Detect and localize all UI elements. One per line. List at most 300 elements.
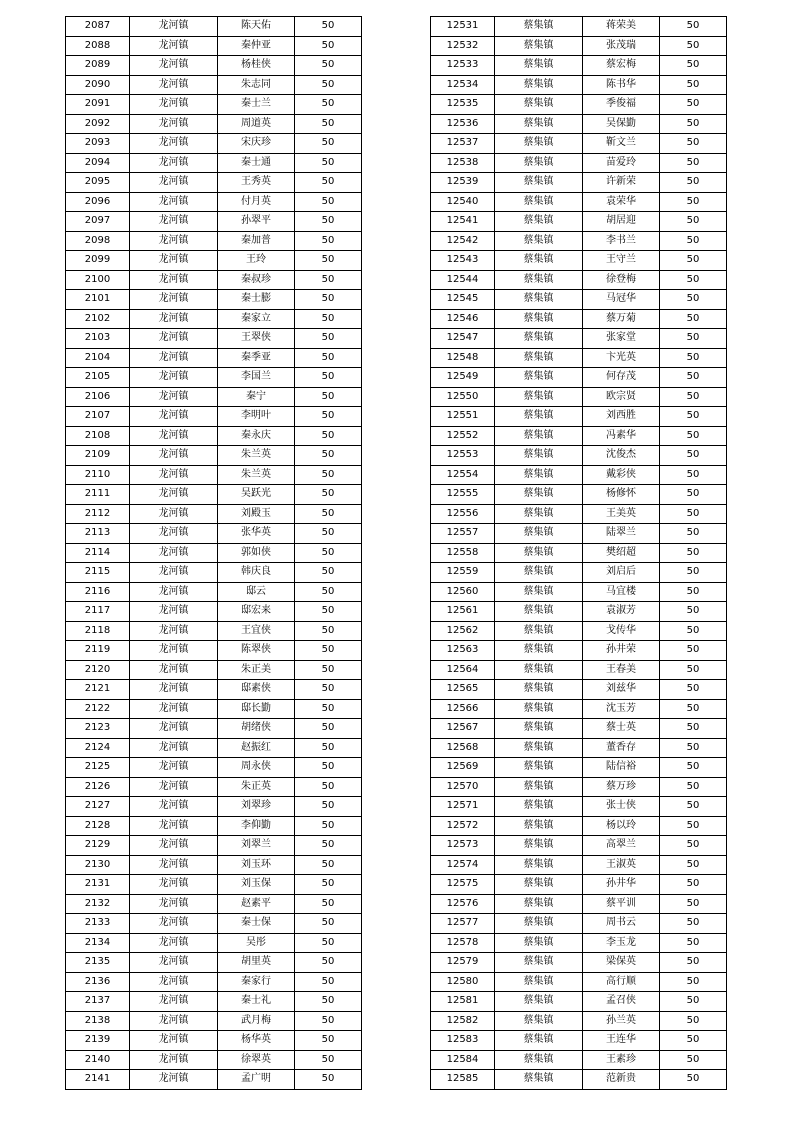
cell-town: 蔡集镇 <box>495 894 583 914</box>
cell-name: 邸宏来 <box>218 602 295 622</box>
table-row <box>66 251 362 271</box>
cell-name: 孟召侠 <box>583 992 660 1012</box>
cell-name: 戴彩侠 <box>583 465 660 485</box>
table-row <box>431 1031 727 1051</box>
cell-name: 王翠侠 <box>218 329 295 349</box>
cell-id: 2130 <box>66 855 130 875</box>
table-row <box>431 192 727 212</box>
cell-amount: 50 <box>660 95 727 115</box>
table-row <box>431 290 727 310</box>
cell-amount: 50 <box>295 699 362 719</box>
cell-amount: 50 <box>295 309 362 329</box>
table-row <box>431 446 727 466</box>
cell-name: 欧宗贤 <box>583 387 660 407</box>
table-row <box>431 231 727 251</box>
cell-town: 蔡集镇 <box>495 758 583 778</box>
cell-amount: 50 <box>295 387 362 407</box>
cell-id: 12560 <box>431 582 495 602</box>
cell-name: 沈玉芳 <box>583 699 660 719</box>
cell-town: 蔡集镇 <box>495 933 583 953</box>
table-row <box>66 1050 362 1070</box>
cell-id: 12581 <box>431 992 495 1012</box>
cell-amount: 50 <box>660 17 727 37</box>
cell-town: 龙河镇 <box>130 212 218 232</box>
cell-amount: 50 <box>295 641 362 661</box>
cell-name: 秦士通 <box>218 153 295 173</box>
cell-town: 龙河镇 <box>130 485 218 505</box>
cell-town: 龙河镇 <box>130 407 218 427</box>
cell-id: 12552 <box>431 426 495 446</box>
cell-town: 蔡集镇 <box>495 1031 583 1051</box>
cell-name: 宋庆珍 <box>218 134 295 154</box>
cell-amount: 50 <box>660 173 727 193</box>
cell-id: 2088 <box>66 36 130 56</box>
cell-id: 12577 <box>431 914 495 934</box>
cell-amount: 50 <box>295 192 362 212</box>
table-row <box>66 524 362 544</box>
table-row <box>66 231 362 251</box>
cell-id: 12542 <box>431 231 495 251</box>
cell-town: 龙河镇 <box>130 543 218 563</box>
cell-name: 许新荣 <box>583 173 660 193</box>
table-row <box>66 309 362 329</box>
cell-amount: 50 <box>660 504 727 524</box>
cell-name: 刘殿玉 <box>218 504 295 524</box>
table-row <box>431 875 727 895</box>
table-row <box>431 329 727 349</box>
cell-town: 龙河镇 <box>130 875 218 895</box>
cell-town: 蔡集镇 <box>495 680 583 700</box>
cell-name: 朱兰英 <box>218 446 295 466</box>
cell-id: 2094 <box>66 153 130 173</box>
cell-id: 12556 <box>431 504 495 524</box>
table-row <box>431 777 727 797</box>
cell-name: 卞光英 <box>583 348 660 368</box>
cell-amount: 50 <box>295 1070 362 1090</box>
cell-name: 朱兰英 <box>218 465 295 485</box>
table-row <box>66 875 362 895</box>
table-row <box>66 894 362 914</box>
cell-town: 龙河镇 <box>130 621 218 641</box>
cell-name: 付月英 <box>218 192 295 212</box>
cell-amount: 50 <box>660 192 727 212</box>
cell-name: 陈书华 <box>583 75 660 95</box>
table-row <box>66 621 362 641</box>
cell-name: 陆翠兰 <box>583 524 660 544</box>
cell-amount: 50 <box>660 1031 727 1051</box>
cell-amount: 50 <box>295 173 362 193</box>
table-row <box>66 329 362 349</box>
cell-name: 杨以玲 <box>583 816 660 836</box>
cell-name: 靳文兰 <box>583 134 660 154</box>
cell-amount: 50 <box>295 251 362 271</box>
table-row <box>66 914 362 934</box>
cell-name: 孙兰英 <box>583 1011 660 1031</box>
cell-id: 2110 <box>66 465 130 485</box>
table-row <box>66 290 362 310</box>
cell-id: 2099 <box>66 251 130 271</box>
table-row <box>66 134 362 154</box>
cell-id: 2117 <box>66 602 130 622</box>
cell-amount: 50 <box>660 836 727 856</box>
cell-town: 龙河镇 <box>130 153 218 173</box>
table-row <box>66 738 362 758</box>
cell-amount: 50 <box>295 368 362 388</box>
cell-name: 张华英 <box>218 524 295 544</box>
cell-town: 蔡集镇 <box>495 95 583 115</box>
cell-amount: 50 <box>660 309 727 329</box>
table-row <box>431 465 727 485</box>
cell-amount: 50 <box>295 1050 362 1070</box>
cell-id: 12548 <box>431 348 495 368</box>
table-row <box>66 407 362 427</box>
table-row <box>431 426 727 446</box>
cell-id: 2128 <box>66 816 130 836</box>
cell-town: 龙河镇 <box>130 660 218 680</box>
cell-id: 12574 <box>431 855 495 875</box>
cell-town: 龙河镇 <box>130 446 218 466</box>
cell-id: 2097 <box>66 212 130 232</box>
cell-id: 12578 <box>431 933 495 953</box>
cell-name: 苗爱玲 <box>583 153 660 173</box>
cell-name: 李明叶 <box>218 407 295 427</box>
cell-amount: 50 <box>295 231 362 251</box>
cell-id: 12539 <box>431 173 495 193</box>
cell-name: 高行顺 <box>583 972 660 992</box>
cell-name: 高翠兰 <box>583 836 660 856</box>
cell-town: 蔡集镇 <box>495 719 583 739</box>
table-row <box>431 621 727 641</box>
cell-town: 龙河镇 <box>130 465 218 485</box>
cell-name: 刘西胜 <box>583 407 660 427</box>
cell-id: 12567 <box>431 719 495 739</box>
cell-id: 12553 <box>431 446 495 466</box>
table-row <box>66 699 362 719</box>
cell-town: 蔡集镇 <box>495 563 583 583</box>
cell-name: 刘翠兰 <box>218 836 295 856</box>
table-row <box>66 582 362 602</box>
cell-amount: 50 <box>295 524 362 544</box>
cell-amount: 50 <box>660 914 727 934</box>
table-row <box>431 1050 727 1070</box>
cell-id: 2116 <box>66 582 130 602</box>
cell-id: 12558 <box>431 543 495 563</box>
cell-town: 蔡集镇 <box>495 1070 583 1090</box>
cell-town: 龙河镇 <box>130 348 218 368</box>
cell-town: 龙河镇 <box>130 699 218 719</box>
cell-town: 蔡集镇 <box>495 1011 583 1031</box>
cell-amount: 50 <box>660 368 727 388</box>
cell-town: 龙河镇 <box>130 602 218 622</box>
cell-town: 蔡集镇 <box>495 329 583 349</box>
table-row <box>431 797 727 817</box>
cell-amount: 50 <box>295 1031 362 1051</box>
cell-amount: 50 <box>660 680 727 700</box>
cell-id: 12561 <box>431 602 495 622</box>
cell-amount: 50 <box>295 797 362 817</box>
cell-id: 2139 <box>66 1031 130 1051</box>
cell-name: 邸素侠 <box>218 680 295 700</box>
cell-id: 2093 <box>66 134 130 154</box>
table-row <box>66 153 362 173</box>
cell-name: 范新贵 <box>583 1070 660 1090</box>
cell-id: 12549 <box>431 368 495 388</box>
cell-town: 龙河镇 <box>130 329 218 349</box>
cell-town: 蔡集镇 <box>495 270 583 290</box>
cell-name: 王美英 <box>583 504 660 524</box>
cell-id: 2133 <box>66 914 130 934</box>
cell-town: 蔡集镇 <box>495 114 583 134</box>
cell-amount: 50 <box>295 719 362 739</box>
table-row <box>66 17 362 37</box>
cell-id: 2141 <box>66 1070 130 1090</box>
table-row <box>66 75 362 95</box>
cell-name: 朱正美 <box>218 660 295 680</box>
cell-name: 马冠华 <box>583 290 660 310</box>
cell-amount: 50 <box>660 75 727 95</box>
table-row <box>431 992 727 1012</box>
cell-amount: 50 <box>660 992 727 1012</box>
cell-id: 12572 <box>431 816 495 836</box>
cell-town: 蔡集镇 <box>495 309 583 329</box>
table-row <box>431 212 727 232</box>
cell-id: 2090 <box>66 75 130 95</box>
cell-town: 蔡集镇 <box>495 777 583 797</box>
cell-amount: 50 <box>295 270 362 290</box>
cell-id: 12566 <box>431 699 495 719</box>
cell-id: 2137 <box>66 992 130 1012</box>
cell-id: 2126 <box>66 777 130 797</box>
table-row <box>66 387 362 407</box>
table-row <box>66 1070 362 1090</box>
cell-amount: 50 <box>660 485 727 505</box>
cell-town: 龙河镇 <box>130 173 218 193</box>
cell-id: 2129 <box>66 836 130 856</box>
cell-amount: 50 <box>660 426 727 446</box>
cell-amount: 50 <box>295 758 362 778</box>
cell-amount: 50 <box>660 758 727 778</box>
cell-id: 12580 <box>431 972 495 992</box>
cell-id: 12575 <box>431 875 495 895</box>
cell-town: 蔡集镇 <box>495 192 583 212</box>
cell-town: 龙河镇 <box>130 914 218 934</box>
cell-name: 孙翠平 <box>218 212 295 232</box>
table-row <box>66 992 362 1012</box>
cell-town: 蔡集镇 <box>495 855 583 875</box>
table-row <box>431 933 727 953</box>
cell-id: 12533 <box>431 56 495 76</box>
cell-id: 12557 <box>431 524 495 544</box>
cell-amount: 50 <box>660 699 727 719</box>
cell-town: 蔡集镇 <box>495 621 583 641</box>
cell-town: 龙河镇 <box>130 894 218 914</box>
cell-id: 2091 <box>66 95 130 115</box>
cell-amount: 50 <box>295 582 362 602</box>
table-row <box>431 17 727 37</box>
table-row <box>66 797 362 817</box>
cell-town: 蔡集镇 <box>495 875 583 895</box>
cell-id: 2108 <box>66 426 130 446</box>
cell-amount: 50 <box>295 563 362 583</box>
table-row <box>431 387 727 407</box>
cell-name: 蔡万珍 <box>583 777 660 797</box>
cell-id: 2107 <box>66 407 130 427</box>
cell-amount: 50 <box>660 1050 727 1070</box>
cell-amount: 50 <box>660 543 727 563</box>
table-row <box>431 114 727 134</box>
cell-amount: 50 <box>660 933 727 953</box>
table-row <box>431 95 727 115</box>
table-row <box>66 446 362 466</box>
cell-amount: 50 <box>295 972 362 992</box>
cell-name: 袁荣华 <box>583 192 660 212</box>
table-row <box>66 758 362 778</box>
cell-name: 王春美 <box>583 660 660 680</box>
table-row <box>66 36 362 56</box>
cell-name: 刘玉环 <box>218 855 295 875</box>
table-row <box>431 582 727 602</box>
cell-id: 12583 <box>431 1031 495 1051</box>
cell-id: 12554 <box>431 465 495 485</box>
cell-amount: 50 <box>660 582 727 602</box>
cell-name: 王宜侠 <box>218 621 295 641</box>
cell-id: 2103 <box>66 329 130 349</box>
cell-amount: 50 <box>295 134 362 154</box>
table-row <box>431 309 727 329</box>
cell-id: 12569 <box>431 758 495 778</box>
cell-amount: 50 <box>295 836 362 856</box>
cell-id: 2120 <box>66 660 130 680</box>
cell-name: 张家堂 <box>583 329 660 349</box>
cell-town: 蔡集镇 <box>495 36 583 56</box>
cell-id: 12551 <box>431 407 495 427</box>
cell-id: 12573 <box>431 836 495 856</box>
cell-amount: 50 <box>295 348 362 368</box>
cell-id: 2124 <box>66 738 130 758</box>
cell-name: 孟广明 <box>218 1070 295 1090</box>
cell-id: 12576 <box>431 894 495 914</box>
cell-amount: 50 <box>660 602 727 622</box>
table-row <box>431 1070 727 1090</box>
table-row <box>66 816 362 836</box>
cell-name: 冯素华 <box>583 426 660 446</box>
table-row <box>431 953 727 973</box>
cell-town: 龙河镇 <box>130 758 218 778</box>
cell-amount: 50 <box>660 329 727 349</box>
cell-town: 蔡集镇 <box>495 348 583 368</box>
table-row <box>431 407 727 427</box>
cell-town: 龙河镇 <box>130 95 218 115</box>
cell-amount: 50 <box>295 75 362 95</box>
cell-name: 王素珍 <box>583 1050 660 1070</box>
table-row <box>66 777 362 797</box>
cell-amount: 50 <box>295 114 362 134</box>
cell-id: 12547 <box>431 329 495 349</box>
cell-name: 季俊福 <box>583 95 660 115</box>
cell-id: 12537 <box>431 134 495 154</box>
cell-town: 蔡集镇 <box>495 446 583 466</box>
cell-amount: 50 <box>660 797 727 817</box>
cell-town: 龙河镇 <box>130 56 218 76</box>
cell-amount: 50 <box>295 875 362 895</box>
table-row <box>66 660 362 680</box>
cell-amount: 50 <box>660 348 727 368</box>
cell-id: 12565 <box>431 680 495 700</box>
cell-id: 12544 <box>431 270 495 290</box>
cell-town: 蔡集镇 <box>495 1050 583 1070</box>
cell-amount: 50 <box>660 894 727 914</box>
table-row <box>66 719 362 739</box>
cell-town: 蔡集镇 <box>495 173 583 193</box>
table-row <box>66 192 362 212</box>
cell-id: 12582 <box>431 1011 495 1031</box>
table-row <box>66 485 362 505</box>
cell-town: 蔡集镇 <box>495 485 583 505</box>
cell-id: 12543 <box>431 251 495 271</box>
cell-town: 龙河镇 <box>130 1011 218 1031</box>
cell-id: 12534 <box>431 75 495 95</box>
table-row <box>66 543 362 563</box>
right-table <box>430 16 727 1090</box>
cell-town: 蔡集镇 <box>495 914 583 934</box>
cell-town: 蔡集镇 <box>495 75 583 95</box>
cell-name: 杨修怀 <box>583 485 660 505</box>
cell-town: 蔡集镇 <box>495 407 583 427</box>
cell-town: 蔡集镇 <box>495 134 583 154</box>
cell-amount: 50 <box>295 485 362 505</box>
cell-name: 周书云 <box>583 914 660 934</box>
cell-id: 2115 <box>66 563 130 583</box>
cell-id: 12562 <box>431 621 495 641</box>
cell-town: 蔡集镇 <box>495 992 583 1012</box>
cell-amount: 50 <box>660 290 727 310</box>
left-table-body <box>66 17 362 1090</box>
cell-town: 龙河镇 <box>130 75 218 95</box>
cell-amount: 50 <box>660 134 727 154</box>
cell-amount: 50 <box>295 992 362 1012</box>
cell-town: 龙河镇 <box>130 563 218 583</box>
cell-id: 12584 <box>431 1050 495 1070</box>
cell-town: 龙河镇 <box>130 270 218 290</box>
cell-amount: 50 <box>660 231 727 251</box>
cell-name: 马宜楼 <box>583 582 660 602</box>
cell-town: 蔡集镇 <box>495 231 583 251</box>
cell-name: 吴保勤 <box>583 114 660 134</box>
cell-id: 12538 <box>431 153 495 173</box>
table-row <box>66 1011 362 1031</box>
cell-amount: 50 <box>660 641 727 661</box>
cell-name: 秦士保 <box>218 914 295 934</box>
table-row <box>431 972 727 992</box>
cell-amount: 50 <box>295 290 362 310</box>
cell-name: 朱志同 <box>218 75 295 95</box>
cell-name: 蔡士英 <box>583 719 660 739</box>
cell-name: 秦士礼 <box>218 992 295 1012</box>
cell-id: 2135 <box>66 953 130 973</box>
cell-town: 蔡集镇 <box>495 524 583 544</box>
cell-id: 12585 <box>431 1070 495 1090</box>
table-row <box>431 368 727 388</box>
cell-amount: 50 <box>660 524 727 544</box>
cell-id: 2134 <box>66 933 130 953</box>
cell-amount: 50 <box>660 465 727 485</box>
cell-name: 武月梅 <box>218 1011 295 1031</box>
cell-town: 蔡集镇 <box>495 426 583 446</box>
cell-name: 赵振红 <box>218 738 295 758</box>
cell-amount: 50 <box>660 719 727 739</box>
cell-id: 2119 <box>66 641 130 661</box>
cell-name: 吴彤 <box>218 933 295 953</box>
